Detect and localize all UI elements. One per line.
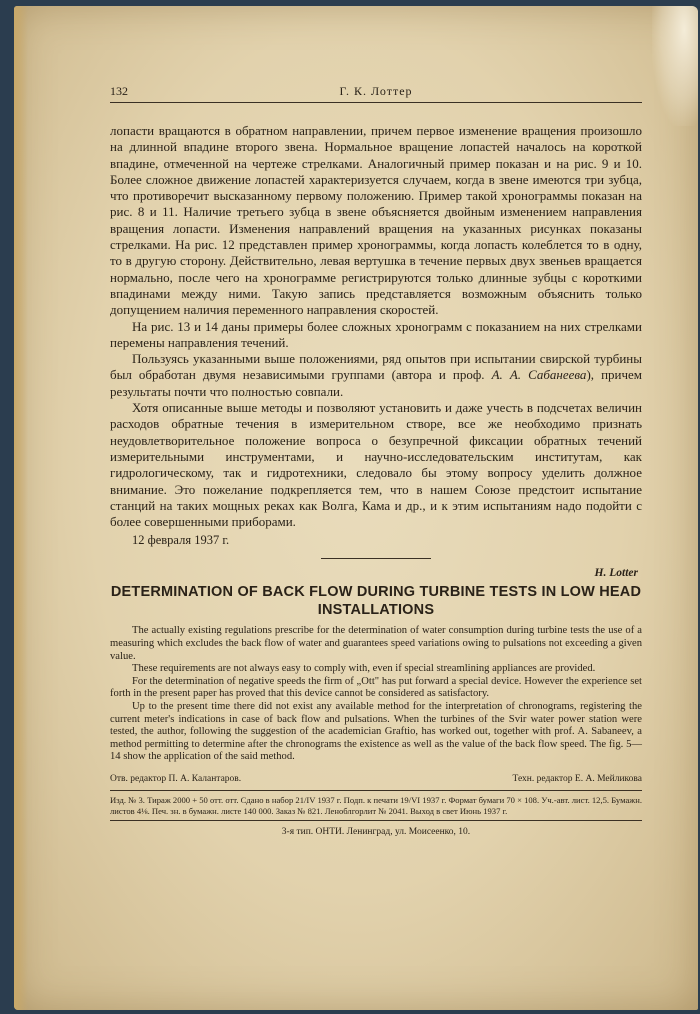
publication-imprint: Изд. № 3. Тираж 2000 + 50 отт. отт. Сдано в набор 21/IV 1937 г. Подп. к печати 19/VI 1937 г. Формат бумаги 70 × 108. Уч.-авт. лист. 12,5. Бумажн. листов 4⅛. Печ. зн. в бумажн. листе 140 000. Заказ № 821. Леноблгорлит № 2041. Выход в свет Июнь 1937 г.: [110, 795, 642, 821]
ru-cited-name: А. А. Сабанеева: [491, 367, 587, 383]
responsible-editor: Отв. редактор П. А. Калантаров.: [110, 773, 242, 784]
en-paragraph: The actually existing regulations prescribe for the determination of water consumption during turbine tests the use of a measuring which excludes the back flow of water and guarantees speed variations owing to pulsations not exceeding a given value.: [110, 625, 642, 662]
ru-paragraph-tail: ), причем результаты почти что полностью совпали.: [110, 367, 643, 399]
page-body: [110, 123, 642, 837]
en-paragraph: These requirements are not always easy to comply with, even if special streamlining appliances are provided.: [132, 663, 596, 675]
printer-line: 3-я тип. ОНТИ. Ленинград, ул. Моисеенко, 10.: [281, 826, 471, 837]
running-head-author: Г. К. Лоттер: [339, 84, 413, 98]
editor-credits: [110, 774, 642, 791]
article-date: 12 февраля 1937 г.: [132, 533, 230, 548]
ru-paragraph: [110, 351, 642, 400]
en-paragraph: For the determination of negative speeds the firm of „Ott" has put forward a special device. However the experience set forth in the present paper has proved that this device cannot be considered as satisfactory.: [110, 675, 642, 700]
separator-rule: [321, 558, 431, 559]
english-abstract: [110, 625, 642, 764]
technical-editor: Техн. редактор Е. А. Мейликова: [512, 773, 642, 784]
ru-paragraph: Хотя описанные выше методы и позволяют установить и даже учесть в подсчетах величин расходов обратные течения в измерительном створе, все же необходимо признать неудовлетворительное положение вопроса о безупречной фиксации обратных течений измерительными инструментами, и научно-исследовательским институтам, как гидрологическому, так и гидротехники, следовало бы этому вопросу уделить должное внимание. Это пожелание подкрепляется тем, что в нашем Союзе предстоит испытание станций на таких мощных реках как Волга, Кама и др., и к этим испытаниям надо подойти с более совершенными приборами.: [110, 400, 642, 530]
ru-paragraph: лопасти вращаются в обратном направлении, причем первое изменение вращения произошло на длинной впадине второго звена. Нормальное вращение лопастей началось на короткой впадине, отмеченной на чертеже стрелками. Аналогичный пример показан и на рис. 9 и 10. Более сложное движение лопастей характеризуется случаем, когда в звене имеются три зубца, что противоречит высказанному первому положению. Пример такой хронограммы показан на рис. 8 и 11. Наличие третьего зубца в звене объясняется двойным изменением направления вращения лопасти. Изменения направлений вращения на указанных рисунках показаны стрелками. На рис. 12 представлен пример хронограммы, когда лопасть колеблется то в одну, то в другую сторону. Действительно, левая вертушка в течение первых двух звеньев вращается нормально, после чего на хронограмме регистрируются только длинные зубцы с короткими впадинами между ними. Такую запись представляется возможным объяснить только допущением наличия переменного направления скоростей.: [110, 123, 642, 318]
en-paragraph: Up to the present time there did not exist any available method for the interpretation of chronograms, registering the current meter's indications in case of back flow and pulsations. When the turbines of the Svir water power station were tested, the author, following the suggestion of the academician Graftio, has worked out, together with prof. A. Sabaneev, a method permitting to determine after the chronograms the existence as well as the value of the back flow speed. The fig. 5—14 show the application of the said method.: [110, 700, 642, 763]
english-author-signature: H. Lotter: [594, 567, 638, 580]
page-number: 132: [110, 84, 128, 98]
english-title: DETERMINATION OF BACK FLOW DURING TURBINE TESTS IN LOW HEAD INSTALLATIONS: [110, 584, 642, 619]
running-header: [110, 84, 642, 103]
ru-paragraph-text: Пользуясь указанными выше положениями, ряд опытов при испытании свирской турбины был обработан двумя независимыми группами (автора и проф.: [110, 351, 642, 383]
ru-paragraph: На рис. 13 и 14 даны примеры более сложных хронограмм с показанием на них стрелками перемены направления течений.: [110, 318, 642, 350]
document-page: [14, 6, 698, 1010]
russian-text: [110, 123, 642, 548]
